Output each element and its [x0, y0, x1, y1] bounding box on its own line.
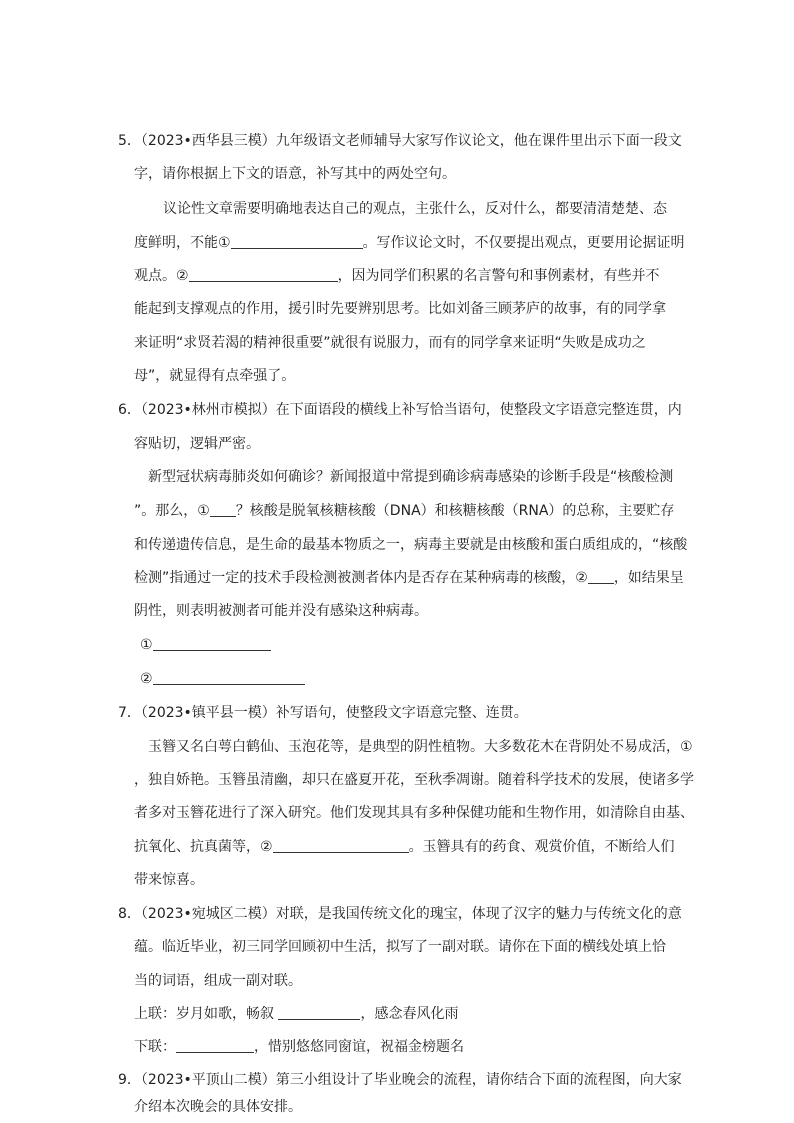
q6-text: 检测”指通过一定的技术手段检测被测者体内是否存在某种病毒的核酸，②: [134, 570, 588, 586]
q7-line-2: 玉簪又名白萼白鹤仙、玉泡花等，是典型的阴性植物。大多数花木在背阴处不易成活，①: [148, 739, 693, 755]
q8-line-2: 蕴。临近毕业，初三同学回顾初中生活，拟写了一副对联。请你在下面的横线处填上恰: [134, 939, 666, 955]
q5-text: ，因为同学们积累的名言警句和事例素材，有些并不: [337, 268, 660, 284]
q5-line-5: [134, 266, 660, 286]
q9-line-2: 介绍本次晚会的具体安排。: [134, 1099, 302, 1115]
q8-blank-upper[interactable]: [278, 1004, 360, 1020]
q5-text: 度鲜明，不能①: [134, 235, 231, 251]
q6-answer-blank-1[interactable]: [153, 635, 271, 651]
q7-line-6: 带来惊喜。: [134, 872, 204, 888]
q5-line-3: 议论性文章需要明确地表达自己的观点，主张什么，反对什么，都要清清楚楚、态: [163, 201, 667, 217]
q7-text: 抗氧化、抗真菌等，②: [134, 839, 273, 855]
q6-line-7: 阴性，则表明被测者可能并没有感染这种病毒。: [134, 603, 428, 619]
q7-line-5: [134, 837, 675, 857]
q7-blank-2[interactable]: [273, 837, 409, 853]
q5-line-2: 字，请你根据上下文的语意，补写其中的两处空句。: [134, 166, 456, 182]
q7-text: 。玉簪具有的药食、观赏价值，不断给人们: [408, 839, 675, 855]
q5-text: 。写作议论文时，不仅要提出观点，更要用论据证明: [362, 235, 685, 251]
q8-blank-lower[interactable]: [176, 1037, 254, 1053]
q6-answer-2: [140, 669, 305, 689]
q6-answer-blank-2[interactable]: [153, 669, 305, 685]
q6-text: ，如结果呈: [613, 570, 684, 586]
q6-line-6: [134, 568, 684, 588]
q6-line-1: 6．（2023•林州市模拟）在下面语段的横线上补写恰当语句，使整段文字语意完整连贯，内: [118, 402, 682, 418]
q8-line-1: 8．（2023•宛城区二模）对联，是我国传统文化的瑰宝，体现了汉字的魅力与传统文化的意: [118, 906, 682, 922]
q6-blank-1[interactable]: [210, 501, 236, 517]
q6-blank-2[interactable]: [588, 568, 614, 584]
q6-line-2: 容贴切，逻辑严密。: [134, 436, 260, 452]
q6-line-4: [134, 501, 674, 521]
q5-text: 观点。②: [134, 268, 189, 284]
q7-line-4: 者多对玉簪花进行了深入研究。他们发现其具有多种保健功能和生物作用，如清除自由基、: [134, 805, 694, 821]
q5-line-1: 5．（2023•西华县三模）九年级语文老师辅导大家写作议论文，他在课件里出示下面一段文: [118, 133, 682, 149]
q6-line-3: 新型冠状病毒肺炎如何确诊？新闻报道中常提到确诊病毒感染的诊断手段是“核酸检测: [148, 469, 674, 485]
q5-blank-1[interactable]: [231, 233, 363, 249]
q8-line-3: 当的词语，组成一副对联。: [134, 973, 302, 989]
q5-line-4: [134, 233, 685, 253]
q6-answer-1: [140, 635, 271, 655]
answer-label: ②: [140, 671, 153, 687]
q6-text: ”。那么，①: [134, 503, 210, 519]
q5-line-6: 能起到支撑观点的作用，援引时先要辨别思考。比如刘备三顾茅庐的故事，有的同学拿: [134, 301, 666, 317]
q8-text: ，感念春风化雨: [360, 1006, 459, 1022]
q8-lower-couplet: [134, 1037, 464, 1057]
q8-upper-couplet: [134, 1004, 458, 1024]
q8-text: ，惜别悠悠同窗谊，祝福金榜题名: [254, 1039, 464, 1055]
q8-text: 上联：岁月如歌，畅叙: [134, 1006, 274, 1022]
q9-line-1: 9．（2023•平顶山二模）第三小组设计了毕业晚会的流程，请你结合下面的流程图，向大家: [118, 1072, 682, 1088]
answer-label: ①: [140, 637, 153, 653]
q8-text: 下联：: [134, 1039, 176, 1055]
q5-blank-2[interactable]: [189, 266, 338, 282]
q5-line-7: 来证明“求贤若渴的精神很重要”就很有说服力，而有的同学拿来证明“失败是成功之: [134, 335, 646, 351]
q6-line-5: 和传递遗传信息，是生命的最基本物质之一，病毒主要就是由核酸和蛋白质组成的，“核酸: [134, 537, 688, 553]
q6-text: ？核酸是脱氧核糖核酸（DNA）和核糖核酸（RNA）的总称，主要贮存: [235, 503, 675, 519]
q5-line-8: 母”，就显得有点牵强了。: [134, 368, 296, 384]
q7-line-3: ，独自娇艳。玉簪虽清幽，却只在盛夏开花，至秋季凋谢。随着科学技术的发展，使诸多学: [134, 772, 694, 788]
q7-line-1: 7．（2023•镇平县一模）补写语句，使整段文字语意完整、连贯。: [118, 705, 528, 721]
